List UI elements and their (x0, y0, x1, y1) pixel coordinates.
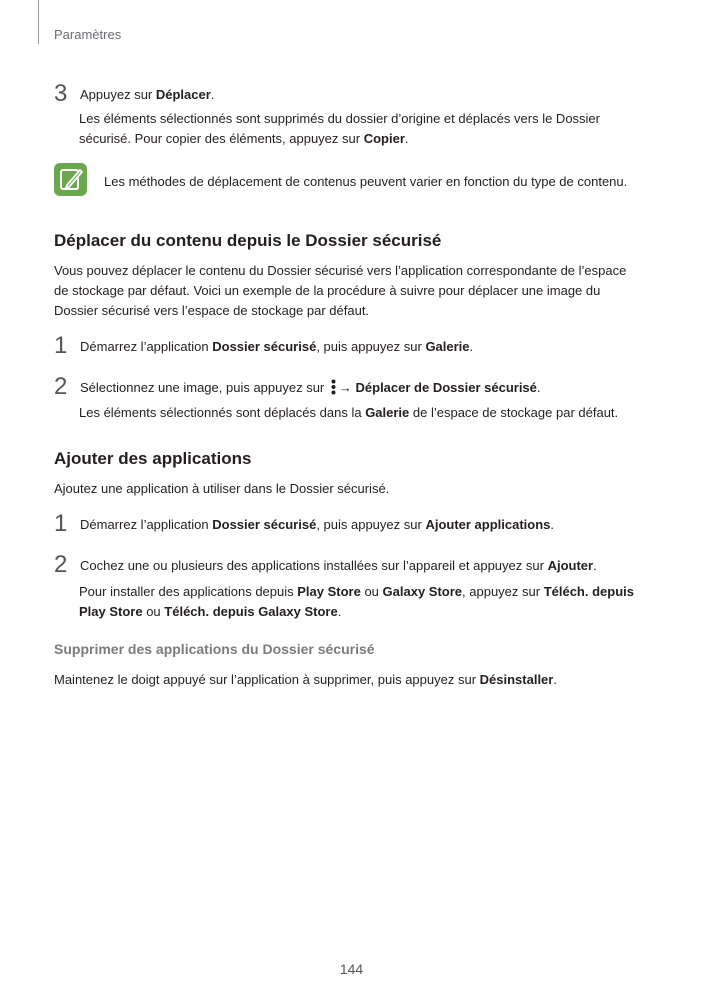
step-action: Déplacer (155, 87, 211, 102)
add-step-2 (54, 551, 654, 578)
detail-mid: , appuyez sur (462, 584, 544, 599)
step-text-suffix: . (469, 339, 474, 354)
step-app: Dossier sécurisé (212, 339, 317, 354)
detail-suffix: de l’espace de stockage par défaut. (409, 405, 619, 420)
step-text-prefix: Sélectionnez une image, puis appuyez sur (80, 380, 328, 395)
section-title-move: Déplacer du contenu depuis le Dossier sécurisé (54, 231, 442, 250)
intro-line: Dossier sécurisé vers l’espace de stockage par défaut. (54, 303, 370, 318)
step-target: Ajouter applications (425, 517, 551, 532)
download-option: Téléch. depuis (543, 584, 634, 599)
step-text (80, 378, 654, 401)
detail-line (79, 582, 659, 602)
detail-line: Les éléments sélectionnés sont supprimés du dossier d’origine et déplacés vers le Dossier (79, 111, 600, 126)
step-number: 3 (54, 80, 68, 107)
note-pencil-icon (54, 163, 87, 196)
store-name: Play Store (297, 584, 361, 599)
download-option: Play Store (79, 604, 143, 619)
step-text (80, 556, 654, 576)
step-text-suffix: . (536, 380, 541, 395)
remove-action: Désinstaller (479, 672, 554, 687)
step-text-prefix: Cochez une ou plusieurs des applications installées sur l’appareil et appuyez sur (80, 558, 548, 573)
step-text-suffix: . (593, 558, 597, 573)
page-number: 144 (339, 961, 364, 977)
detail-or: ou (142, 604, 165, 619)
step-number: 2 (54, 373, 68, 400)
step-text-suffix: . (210, 87, 215, 102)
step-3-detail (79, 109, 659, 149)
section-add-intro: Ajoutez une application à utiliser dans le Dossier sécurisé. (54, 481, 390, 496)
step-text (80, 85, 654, 105)
step-text-middle: , puis appuyez sur (316, 339, 426, 354)
detail-suffix: . (337, 604, 342, 619)
step-text-prefix: Appuyez sur (80, 87, 156, 102)
intro-line: de stockage par défaut. Voici un exemple de la procédure à suivre pour déplacer une image du (54, 283, 601, 298)
move-step-2 (54, 373, 654, 401)
step-text-prefix: Démarrez l’application (80, 339, 213, 354)
add-step-1 (54, 510, 654, 537)
step-action: Ajouter (547, 558, 594, 573)
detail-or: ou (360, 584, 383, 599)
move-step-1 (54, 332, 654, 359)
step-number: 1 (54, 510, 68, 537)
more-options-icon (331, 379, 336, 401)
step-text (80, 515, 654, 535)
detail-prefix: sécurisé. Pour copier des éléments, appuyez sur (79, 131, 364, 146)
detail-app: Galerie (365, 405, 410, 420)
step-action: Déplacer de Dossier sécurisé (355, 380, 537, 395)
remove-prefix: Maintenez le doigt appuyé sur l’application à supprimer, puis appuyez sur (54, 672, 480, 687)
move-step-2-detail (79, 403, 659, 423)
arrow-right-icon: → (338, 380, 352, 395)
detail-line (79, 602, 659, 622)
section-title-remove: Supprimer des applications du Dossier sécurisé (54, 641, 375, 657)
detail-prefix: Les éléments sélectionnés sont déplacés dans la (79, 405, 366, 420)
step-text (80, 337, 654, 357)
section-move-intro (54, 261, 654, 321)
remove-suffix: . (553, 672, 557, 687)
detail-action: Copier (363, 131, 405, 146)
step-text-suffix: . (550, 517, 555, 532)
download-option: Téléch. depuis Galaxy Store (164, 604, 338, 619)
store-name: Galaxy Store (382, 584, 463, 599)
step-3 (54, 80, 654, 107)
step-text-prefix: Démarrez l’application (80, 517, 213, 532)
detail-prefix: Pour installer des applications depuis (79, 584, 298, 599)
intro-line: Vous pouvez déplacer le contenu du Dossier sécurisé vers l’application correspondante de l’espace (54, 263, 627, 278)
header-section-title: Paramètres (54, 27, 122, 42)
section-remove-text (54, 670, 654, 690)
step-app: Dossier sécurisé (212, 517, 317, 532)
step-number: 1 (54, 332, 68, 359)
add-step-2-detail (79, 582, 659, 622)
step-text-middle: , puis appuyez sur (316, 517, 426, 532)
section-title-add: Ajouter des applications (54, 449, 252, 468)
header-rule (38, 0, 39, 44)
step-number: 2 (54, 551, 68, 578)
step-target: Galerie (425, 339, 470, 354)
note-text: Les méthodes de déplacement de contenus peuvent varier en fonction du type de contenu. (104, 174, 628, 189)
detail-line (79, 129, 659, 149)
detail-suffix: . (404, 131, 409, 146)
